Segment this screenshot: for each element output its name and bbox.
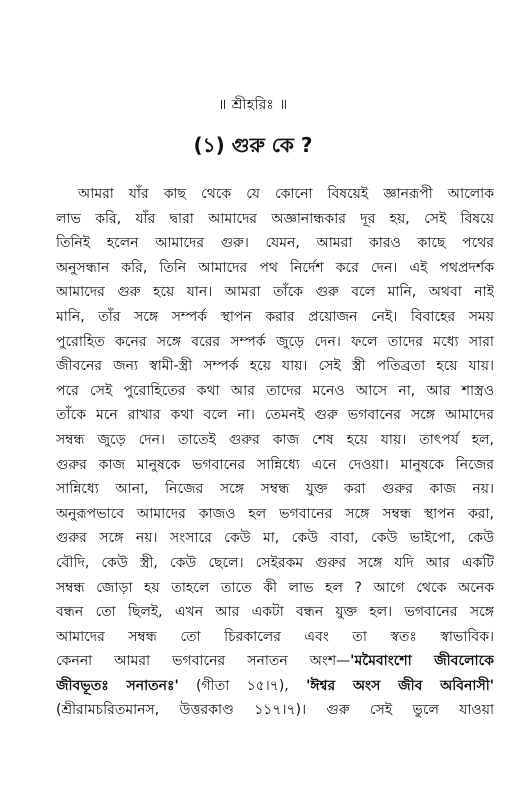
text-line [56, 576, 494, 601]
text-line [56, 551, 494, 576]
text-line [56, 428, 494, 453]
text-line [56, 354, 494, 379]
text-line [56, 477, 494, 502]
text-line [56, 674, 494, 699]
line-text: গুরুর কাজ মানুষকে ভগবানের সান্নিধ্যে এনে দেওয়া। মানুষকে নিজের [56, 456, 494, 473]
line-text: তিনিই হলেন আমাদের গুরু। যেমন, আমরা কারও কাছে পথের [56, 235, 494, 252]
chapter-title: (১) গুরু কে ? [193, 133, 313, 157]
text-line [56, 625, 494, 650]
line-text: আমরা যাঁর কাছ থেকে যে কোনো বিষয়েই জ্ঞানরূপী আলোক [78, 186, 494, 202]
line-text: মানি, তাঁর সঙ্গে সম্পর্ক স্থাপন করার প্রয়োজন নেই। বিবাহের সময় [56, 308, 494, 325]
line-text: (শ্রীরামচরিতমানস, উত্তরকাণ্ড ১১৭।৭)। গুরু সেই ভুলে যাওয়া [56, 702, 494, 719]
quoted-verse: জীবভূতঃ সনাতনঃ' [56, 677, 179, 694]
line-text: জীবনের জন্য স্বামী-স্ত্রী সম্পর্ক হয়ে যায়। সেই স্ত্রী পতিব্রতা হয়ে যায়। [56, 358, 494, 375]
line-text: কেননা আমরা ভগবানের সনাতন অংশ— [56, 653, 351, 670]
line-text: লাভ করি, যাঁর দ্বারা আমাদের অজ্ঞানান্ধকার দূর হয়, সেই বিষয়ে [56, 210, 494, 227]
line-text: আমাদের গুরু হয়ে যান। আমরা তাঁকে গুরু বলে মানি, অথবা নাই [56, 284, 494, 301]
line-text: বন্ধন তো ছিলই, এখন আর একটা বন্ধন যুক্ত হল। ভগবানের সঙ্গে [56, 604, 494, 621]
line-text: সম্বন্ধ জুড়ে দেন। তাতেই গুরুর কাজ শেষ হয়ে যায়। তাৎপর্য হল, [56, 431, 494, 448]
text-line [56, 453, 494, 478]
invocation-heading: ॥ শ্রীহরিঃ ॥ [218, 97, 288, 113]
text-line [56, 182, 494, 207]
text-line [56, 649, 494, 674]
line-text: পরে সেই পুরোহিতের কথা আর তাদের মনেও আসে না, আর শাস্ত্রও [56, 382, 494, 399]
line-text: অনুরূপভাবে আমাদের কাজও হল ভগবানের সঙ্গে সম্বন্ধ স্থাপন করা, [56, 505, 494, 522]
text-line [56, 305, 494, 330]
line-text: গুরুর সঙ্গে নয়। সংসারে কেউ মা, কেউ বাবা, কেউ ভাইপো, কেউ [56, 530, 494, 547]
text-line [56, 256, 494, 281]
text-line [56, 403, 494, 428]
line-text: (গীতা ১৫।৭), [178, 677, 307, 694]
text-line [56, 207, 494, 232]
text-line [56, 280, 494, 305]
text-line [56, 379, 494, 404]
line-text: তাঁকে মনে রাখার কথা বলে না। তেমনই গুরু ভগবানের সঙ্গে আমাদের [56, 407, 494, 424]
line-text: সান্নিধ্যে আনা, নিজের সঙ্গে সম্বন্ধ যুক্ত করা গুরুর কাজ নয়। [56, 481, 494, 498]
line-text: বৌদি, কেউ স্ত্রী, কেউ ছেলে। সেইরকম গুরুর সঙ্গে যদি আর একটি [56, 554, 494, 571]
line-text: অনুসন্ধান করি, তিনি আমাদের পথ নির্দেশ করে দেন। এই পথপ্রদর্শক [56, 259, 494, 276]
text-line [56, 231, 494, 256]
text-line [56, 502, 494, 527]
quoted-verse: 'ঈশ্বর অংস জীব অবিনাসী' [306, 677, 494, 694]
line-text: সম্বন্ধ জোড়া হয় তাহলে তাতে কী লাভ হল ? আগে থেকে অনেক [56, 579, 494, 596]
text-line [56, 698, 494, 723]
text-line [56, 600, 494, 625]
text-line [56, 526, 494, 551]
quoted-verse: 'মমৈবাংশো জীবলোকে [350, 653, 494, 670]
text-line [56, 330, 494, 355]
body-paragraph [56, 182, 494, 723]
line-text: পুরোহিত কনের সঙ্গে বরের সম্পর্ক জুড়ে দেন। ফলে তাদের মধ্যে সারা [56, 333, 494, 350]
line-text: আমাদের সম্বন্ধ তো চিরকালের এবং তা স্বতঃ স্বাভাবিক। [56, 628, 494, 645]
